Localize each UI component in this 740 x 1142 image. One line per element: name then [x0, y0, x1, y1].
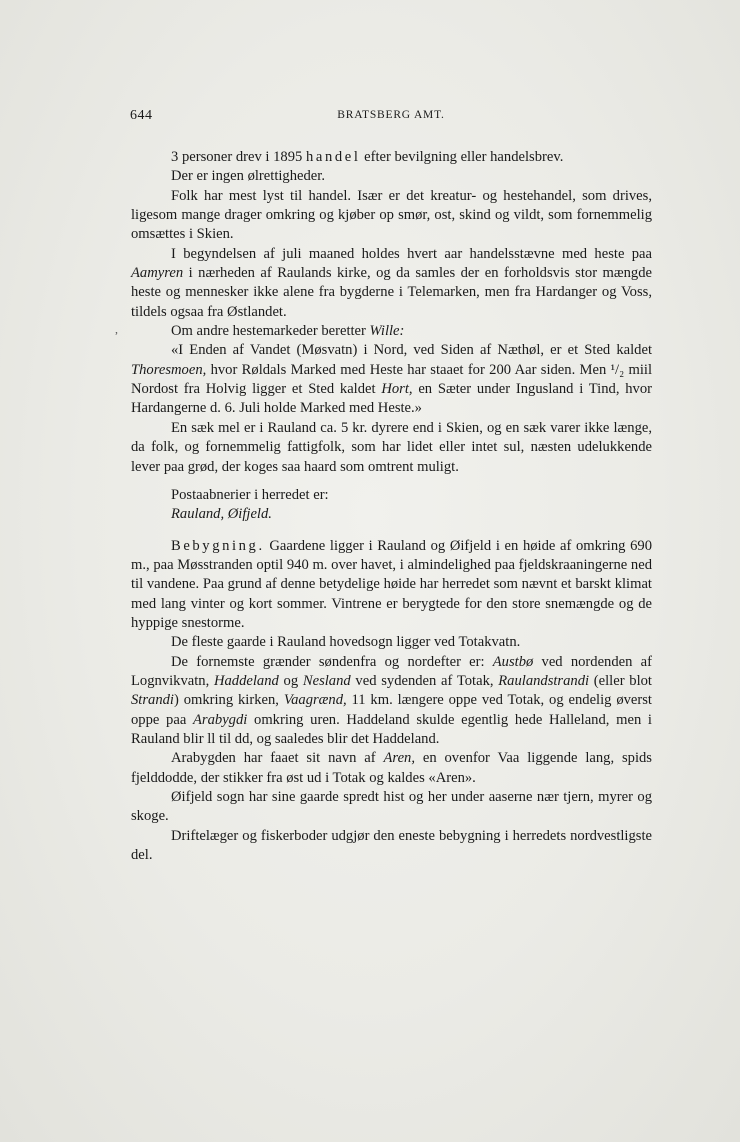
- text-run: efter bevilgning eller handelsbrev.: [360, 149, 564, 165]
- text-run: og: [278, 672, 303, 689]
- italic-text: Aren,: [383, 750, 415, 767]
- paragraph-p2: [131, 167, 652, 186]
- text-run: Om andre hestemarkeder beretter: [171, 323, 370, 340]
- text-run: Postaabnerier i herredet er:: [171, 486, 329, 503]
- paragraph-p8: [131, 486, 652, 505]
- page-number: 644: [130, 108, 153, 123]
- paragraph-p7: [131, 419, 652, 477]
- text-run: Driftelæger og fiskerboder udgjør den eneste bebygning i herredets nordvestligste del.: [131, 827, 652, 864]
- italic-text: Vaagrænd,: [283, 692, 347, 709]
- text-run: Øifjeld sogn har sine gaarde spredt hist og her under aaserne nær tjern, myrer og skoge.: [131, 789, 652, 825]
- paragraph-p12: [131, 653, 652, 750]
- text-run: En sæk mel er i Rauland ca. 5 kr. dyrere end i Skien, og en sæk varer ikke længe, da folk, og fornemmelig fattigfolk, som har lidet eller intet sul, næsten udelukkende lever paa grød, der koges saa haard som omtrent muligt.: [131, 419, 652, 475]
- paragraph-p11: [131, 633, 652, 652]
- text-run: De fleste gaarde i Rauland hovedsogn ligger ved Totakvatn.: [171, 634, 521, 651]
- paragraph-p4: [131, 245, 652, 322]
- text-run: Gaardene ligger i Rauland og Øifjeld i en høide af omkring 690 m., paa Møsstranden optil 940 m. over havet, i almindelighed paa fjeldskraaningerne ned til vandene. Paa grund af denne betydelige høide har herredet som nævnt et barskt klimat med lang vinter og kort sommer. Vintrene er berygtede for den store snemængde og de hyppige snestorme.: [131, 537, 652, 631]
- text-run: 11 km. længere oppe ved Totak, og endelig øverst oppe paa: [131, 692, 652, 728]
- running-head: BRATSBERG AMT.: [337, 109, 445, 121]
- text-run: hvor Røldals Marked med Heste har staaet for 200 Aar siden. Men ¹/₂ miil Nordost fra Holvig ligger et Sted kaldet: [131, 361, 652, 398]
- text-run: en ovenfor Vaa liggende lang, spids fjelddodde, der stikker fra øst ud i Totak og kaldes «Aren».: [131, 750, 652, 786]
- page-header: [130, 108, 652, 130]
- text-run: ved sydenden af Totak,: [350, 672, 499, 689]
- text-run: I begyndelsen af juli maaned holdes hvert aar handelsstævne med heste paa: [171, 245, 652, 262]
- italic-text: Austbø: [492, 653, 534, 670]
- italic-text: Nesland: [302, 672, 351, 689]
- paragraph-p13: [131, 749, 652, 788]
- text-run: en Sæter under Ingusland i Tind, hvor Hardangerne d. 6. Juli holde Marked med Heste.»: [131, 381, 653, 417]
- spaced-text: handel: [305, 149, 361, 165]
- paragraph-p9: [131, 505, 652, 524]
- italic-text: Rauland, Øifjeld.: [171, 506, 272, 523]
- paragraph-p15: [131, 827, 652, 866]
- italic-text: Hort,: [381, 381, 413, 398]
- italic-text: Thoresmoen,: [131, 361, 207, 378]
- paragraph-p3: [131, 187, 652, 245]
- paragraph-p14: [131, 788, 652, 827]
- text-run: ) omkring kirken,: [173, 692, 284, 709]
- paragraph-p5: [131, 322, 652, 341]
- text-run: omkring uren. Haddeland skulde egentlig hede Halleland, men i Rauland blir ll til dd, og saaledes blir det Haddeland.: [131, 711, 652, 747]
- paragraph-p10: [131, 537, 652, 634]
- paragraph-p6: [131, 341, 652, 418]
- text-run: «I Enden af Vandet (Møsvatn) i Nord, ved Siden af Næthøl, er et Sted kaldet: [171, 342, 652, 359]
- body-text: [131, 148, 652, 865]
- italic-text: Aamyren: [131, 265, 184, 282]
- spaced-text: Bebygning.: [171, 537, 265, 554]
- text-run: De fornemste grænder søndenfra og nordefter er:: [171, 653, 493, 670]
- paragraph-p1: [131, 148, 652, 167]
- text-run: Der er ingen ølrettigheder.: [171, 168, 325, 185]
- text-run: i nærheden af Raulands kirke, og da samles der en forholdsvis stor mængde heste og mennesker ikke alene fra bygderne i Telemarken, men fra Hardanger og Voss, tildels ogsaa fra Østlandet.: [131, 265, 652, 320]
- italic-text: Wille:: [369, 323, 405, 340]
- italic-text: Arabygdi: [193, 711, 248, 728]
- text-run: ved nordenden af Lognvikvatn,: [131, 653, 652, 689]
- text-run: 3 personer drev i 1895: [171, 149, 306, 165]
- text-run: Folk har mest lyst til handel. Især er det kreatur- og hestehandel, som drives, ligesom mange drager omkring og kjøber op smør, ost, skind og vildt, som fornemmelig omsættes i Skien.: [131, 187, 652, 243]
- italic-text: Haddeland: [213, 672, 279, 689]
- text-run: Arabygden har faaet sit navn af: [171, 750, 384, 767]
- margin-mark: ,: [115, 322, 118, 336]
- italic-text: Strandi: [131, 692, 174, 709]
- text-run: (eller blot: [589, 672, 652, 689]
- italic-text: Raulandstrandi: [498, 672, 590, 689]
